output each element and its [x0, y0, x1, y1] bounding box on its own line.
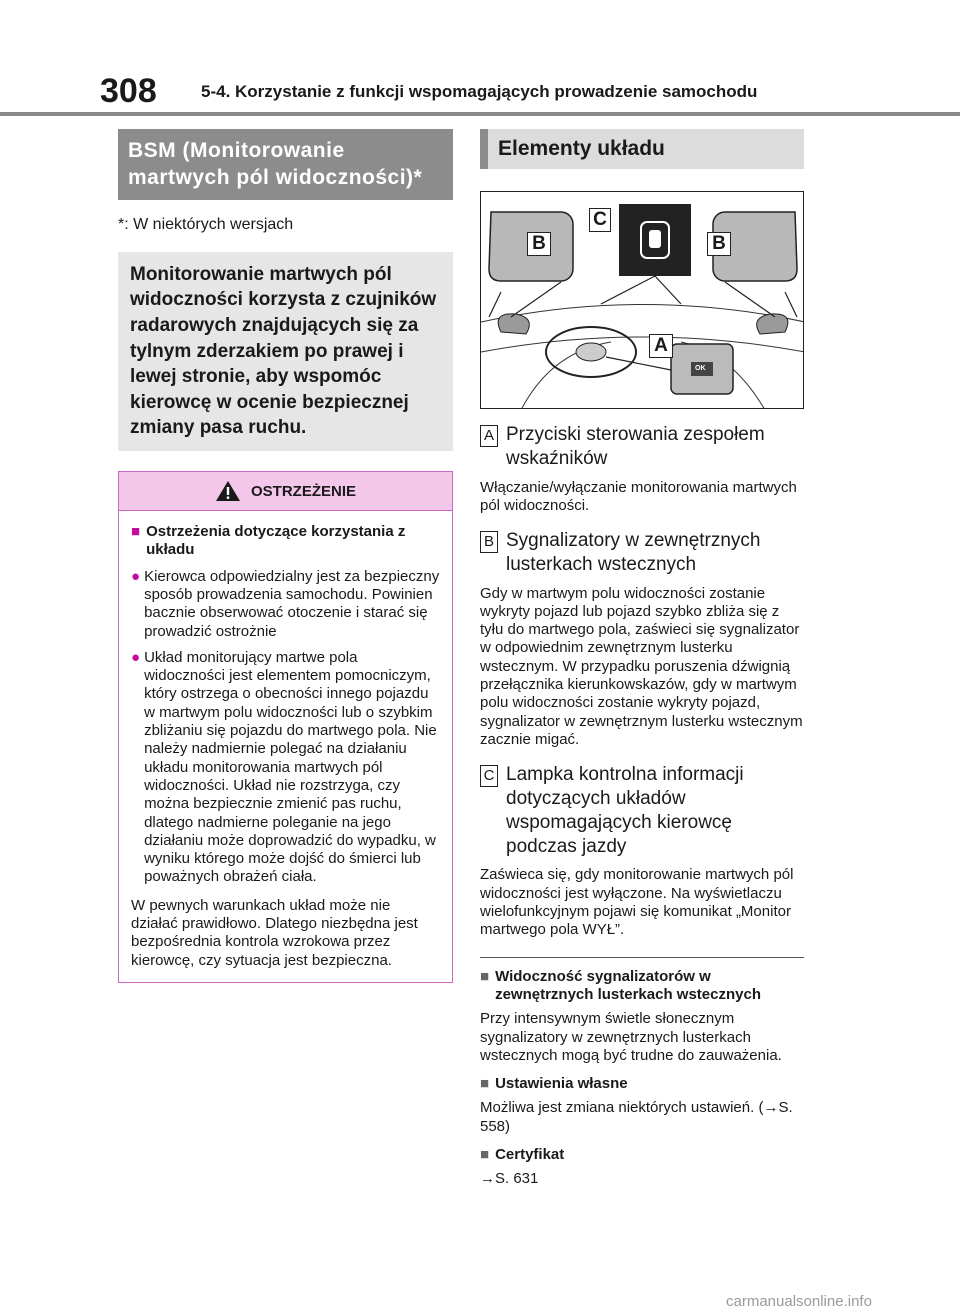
dashboard-illustration: [480, 191, 804, 409]
summary-box: Monitorowanie martwych pól widoczności korzysta z czujników radarowych znajdujących się za tylnym zderzakiem po prawej i lewej stronie, aby wspomóc kierowcę w ocenie bezpiecznej zmiany pasa ruchu.: [118, 252, 453, 451]
note-certificate-text: →S. 631: [480, 1169, 539, 1187]
warning-item-text: Układ monitorujący martwe pola widoczności jest elementem pomocniczym, który ostrzega o obecności innego pojazdu w martwym polu widoczności lub o szybkim zbliżaniu się pojazdu do martwego pola. Nie należy nadmiernie polegać na działaniu układu monitorowania martwych pól widoczności. Układ nie rozstrzyga, czy można bezpiecznie zmienić pas ruchu, dlatego nadmierne poleganie na jego działaniu może doprowadzić do wypadku, w wyniku którego może dojść do śmierci lub poważnych obrażeń ciała.: [144, 648, 437, 886]
item-a-title: Przyciski sterowania zespołem wskaźników: [506, 424, 765, 469]
warning-subhead: [131, 523, 440, 560]
item-b-title: Sygnalizatory w zewnętrznych lusterkach wstecznych: [506, 530, 761, 575]
ok-button-label: OK: [695, 365, 706, 372]
warning-item-text: Kierowca odpowiedzialny jest za bezpieczny sposób prowadzenia samochodu. Powinien bacznie obserwować otoczenie i starać się prowadzić ostrożnie: [144, 567, 440, 640]
section-header: 5-4. Korzystanie z funkcji wspomagających prowadzenie samochodu: [201, 82, 758, 101]
footnote: *: W niektórych wersjach: [118, 215, 294, 233]
header-rule: [0, 112, 960, 116]
left-column: [118, 129, 453, 983]
note-settings-text: Możliwa jest zmiana niektórych ustawień. (→S. 558): [480, 1099, 793, 1135]
item-c-desc: Zaświeca się, gdy monitorowanie martwych pól widoczności jest wyłączone. Na wyświetlaczu wielofunkcyjnym pojawi się komunikat „Monitor martwego pola WYŁ”.: [480, 866, 794, 939]
right-column: [480, 129, 804, 1188]
figure-label-a: A: [649, 334, 673, 358]
note-settings-head: [480, 1075, 804, 1093]
note-visibility-head: [480, 968, 804, 1004]
square-bullet-icon: ■: [131, 523, 141, 541]
item-c-title: Lampka kontrolna informacji dotyczących układów wspomagających kierowcę podczas jazdy: [506, 764, 744, 857]
letter-c-icon: C: [480, 765, 498, 787]
notes-divider: [480, 957, 804, 958]
item-a-head: [480, 423, 804, 471]
item-b-desc: Gdy w martwym polu widoczności zostanie wykryty pojazd lub pojazd szybko zbliża się z tyłu do martwego pola, zaświeci się sygnalizator w odpowiednim zewnętrznym lusterku wstecznym. W przypadku poruszenia dźwignią przełącznika kierunkowskazów, gdy w martwym polu widoczności zostanie wykryty pojazd, sygnalizator w zewnętrznym lusterku wstecznym zacznie migać.: [480, 584, 803, 748]
letter-b-icon: B: [480, 531, 498, 553]
note-certificate-title: Certyfikat: [495, 1145, 565, 1163]
page-number: 308: [100, 72, 157, 110]
item-a-desc: Włączanie/wyłączanie monitorowania martwych pól widoczności.: [480, 478, 797, 514]
watermark: carmanualsonline.info: [726, 1293, 872, 1310]
figure-label-b-left: B: [527, 232, 551, 256]
item-b-head: [480, 529, 804, 577]
note-settings-title: Ustawienia własne: [495, 1075, 628, 1093]
square-bullet-icon: ■: [480, 968, 490, 986]
elements-title: Elementy układu: [480, 129, 804, 169]
dashboard-drawing: [481, 192, 804, 409]
warning-subhead-text: Ostrzeżenia dotyczące korzystania z układu: [146, 523, 406, 559]
note-certificate-head: [480, 1146, 804, 1164]
warning-item: [131, 649, 440, 887]
warning-body: [119, 511, 452, 982]
figure-label-b-right: B: [707, 232, 731, 256]
warning-paragraph: W pewnych warunkach układ może nie działać prawidłowo. Dlatego niezbędna jest bezpośrednia kontrola wzrokowa przez kierowcę, czy sytuacja jest bezpieczna.: [131, 896, 418, 969]
dot-bullet-icon: ●: [131, 648, 141, 666]
warning-header: [119, 472, 452, 511]
square-bullet-icon: ■: [480, 1075, 490, 1093]
warning-item: [131, 568, 440, 641]
warning-title: OSTRZEŻENIE: [250, 482, 356, 500]
bsm-title: BSM (Monitorowanie martwych pól widoczności)*: [118, 129, 453, 200]
warning-triangle-icon: [215, 480, 241, 502]
item-c-head: [480, 763, 804, 858]
note-visibility-text: Przy intensywnym świetle słonecznym sygnalizatory w zewnętrznych lusterkach wstecznych mogą być trudne do zauważenia.: [480, 1010, 782, 1065]
warning-box: [118, 471, 453, 983]
square-bullet-icon: ■: [480, 1145, 490, 1163]
dot-bullet-icon: ●: [131, 567, 141, 585]
note-visibility-title: Widoczność sygnalizatorów w zewnętrznych lusterkach wstecznych: [495, 968, 761, 1004]
figure-label-c: C: [589, 208, 611, 232]
letter-a-icon: A: [480, 425, 498, 447]
